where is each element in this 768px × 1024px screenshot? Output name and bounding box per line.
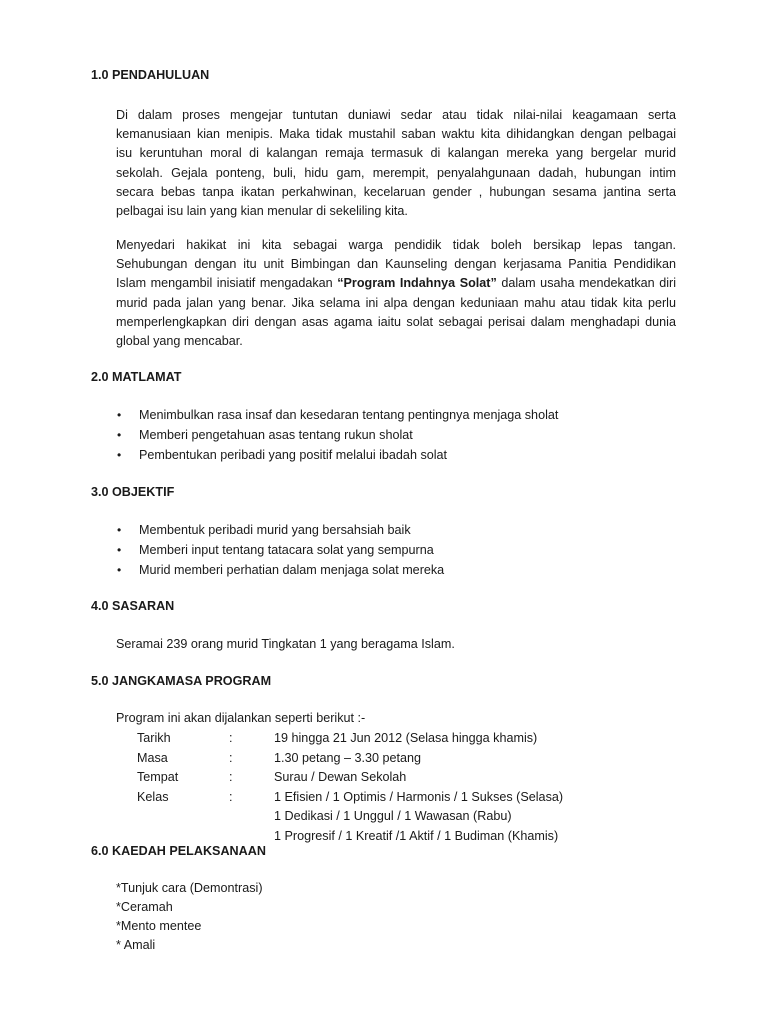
schedule-value: 1 Dedikasi / 1 Unggul / 1 Wawasan (Rabu) bbox=[274, 809, 512, 823]
list-item bbox=[116, 425, 676, 445]
paragraph-line: secara bebas tanpa ikatan perkahwinan, kecelaruan gender , hubungan sesama jantina serta bbox=[116, 184, 676, 199]
list-item bbox=[116, 405, 676, 425]
bullet-icon: • bbox=[117, 563, 122, 577]
schedule-value: 1 Efisien / 1 Optimis / Harmonis / 1 Sukses (Selasa) bbox=[274, 789, 564, 804]
list-item-text: Menimbulkan rasa insaf dan kesedaran tentang pentingnya menjaga sholat bbox=[139, 408, 559, 422]
paragraph-line: memperlengkapkan diri dengan asas agama iaitu solat sebagai perisai dalam menghadapi dunia bbox=[116, 314, 676, 329]
schedule-value: 1.30 petang – 3.30 petang bbox=[274, 750, 422, 765]
method-item: *Mento mentee bbox=[116, 919, 202, 933]
schedule-colon: : bbox=[229, 770, 233, 784]
list-item-text: Memberi pengetahuan asas tentang rukun sholat bbox=[139, 428, 413, 442]
intro-paragraph-1 bbox=[116, 106, 676, 221]
list-item-text: Pembentukan peribadi yang positif melalui ibadah solat bbox=[139, 448, 448, 462]
sasaran-text: Seramai 239 orang murid Tingkatan 1 yang beragama Islam. bbox=[116, 637, 455, 651]
bullet-icon: • bbox=[117, 448, 122, 462]
section-heading-kaedah: 6.0 KAEDAH PELAKSANAAN bbox=[91, 844, 266, 858]
schedule-label: Tempat bbox=[137, 770, 179, 784]
section-heading-jangkamasa: 5.0 JANGKAMASA PROGRAM bbox=[91, 674, 272, 688]
intro-paragraph-2 bbox=[116, 236, 676, 351]
schedule-row-tarikh bbox=[116, 729, 676, 749]
schedule-row-kelas bbox=[116, 788, 676, 808]
schedule-value: 19 hingga 21 Jun 2012 (Selasa hingga khamis) bbox=[274, 731, 538, 745]
section-heading-matlamat: 2.0 MATLAMAT bbox=[91, 370, 182, 384]
schedule-value: Surau / Dewan Sekolah bbox=[274, 770, 407, 784]
list-item-text: Membentuk peribadi murid yang bersahsiah baik bbox=[139, 523, 411, 537]
method-item: *Tunjuk cara (Demontrasi) bbox=[116, 881, 263, 895]
matlamat-list bbox=[116, 405, 676, 465]
paragraph-line: pelbagai isu lain yang kian menular di sekeliling kita. bbox=[116, 203, 408, 218]
schedule-label: Masa bbox=[137, 750, 168, 765]
schedule-row-tempat bbox=[116, 768, 676, 788]
list-item-text: Murid memberi perhatian dalam menjaga solat mereka bbox=[139, 563, 445, 577]
paragraph-line-program-name: Islam mengambil inisiatif mengadakan “Program Indahnya Solat” dalam usaha mendekatkan diri bbox=[116, 276, 677, 291]
paragraph-line: kemanusiaan kian menipis. Maka tidak mustahil saban waktu kita dihidangkan dengan pelbagai bbox=[116, 127, 676, 142]
objektif-list bbox=[116, 520, 676, 580]
schedule-row-masa bbox=[116, 749, 676, 769]
section-heading-pendahuluan: 1.0 PENDAHULUAN bbox=[91, 68, 210, 82]
bullet-icon: • bbox=[117, 428, 122, 442]
schedule-colon: : bbox=[229, 789, 233, 804]
schedule-colon: : bbox=[229, 750, 233, 765]
schedule-label: Kelas bbox=[137, 789, 169, 804]
paragraph-line: Sehubungan dengan itu unit Bimbingan dan Kaunseling dengan kerjasama Panitia Pendidikan bbox=[116, 257, 676, 272]
paragraph-line: isu keruntuhan moral di kalangan remaja termasuk di kalangan mereka yang bergelar murid bbox=[116, 146, 676, 161]
list-item bbox=[116, 445, 676, 465]
schedule-table bbox=[116, 729, 676, 846]
paragraph-line: murid pada jalan yang benar. Jika selama ini alpa dengan keduniaan mahu atau tidak kita perlu bbox=[116, 295, 676, 310]
bullet-icon: • bbox=[117, 523, 122, 537]
list-item-text: Memberi input tentang tatacara solat yang sempurna bbox=[139, 543, 434, 557]
method-item: * Amali bbox=[116, 938, 156, 952]
paragraph-line: sekolah. Gejala ponteng, buli, hidu gam, merempit, penyalahgunaan dadah, hubungan intim bbox=[116, 165, 676, 180]
method-item: *Ceramah bbox=[116, 900, 173, 914]
paragraph-line: global yang mencabar. bbox=[116, 333, 243, 348]
list-item bbox=[116, 520, 676, 540]
schedule-label: Tarikh bbox=[137, 731, 171, 745]
list-item bbox=[116, 560, 676, 580]
schedule-row-kelas-rabu bbox=[116, 807, 676, 827]
program-name: “Program Indahnya Solat” bbox=[337, 276, 497, 291]
section-heading-objektif: 3.0 OBJEKTIF bbox=[91, 485, 175, 499]
schedule-value: 1 Progresif / 1 Kreatif /1 Aktif / 1 Budiman (Khamis) bbox=[274, 828, 559, 843]
paragraph-line: Di dalam proses mengejar tuntutan duniawi sedar atau tidak nilai-nilai keagamaan serta bbox=[116, 108, 676, 122]
section-heading-sasaran: 4.0 SASARAN bbox=[91, 599, 175, 613]
schedule-colon: : bbox=[229, 731, 233, 745]
kaedah-list bbox=[116, 879, 263, 955]
list-item bbox=[116, 540, 676, 560]
bullet-icon: • bbox=[117, 543, 122, 557]
schedule-intro: Program ini akan dijalankan seperti berikut :- bbox=[116, 711, 366, 725]
paragraph-line: Menyedari hakikat ini kita sebagai warga pendidik tidak boleh bersikap lepas tangan. bbox=[116, 238, 676, 252]
bullet-icon: • bbox=[117, 408, 122, 422]
